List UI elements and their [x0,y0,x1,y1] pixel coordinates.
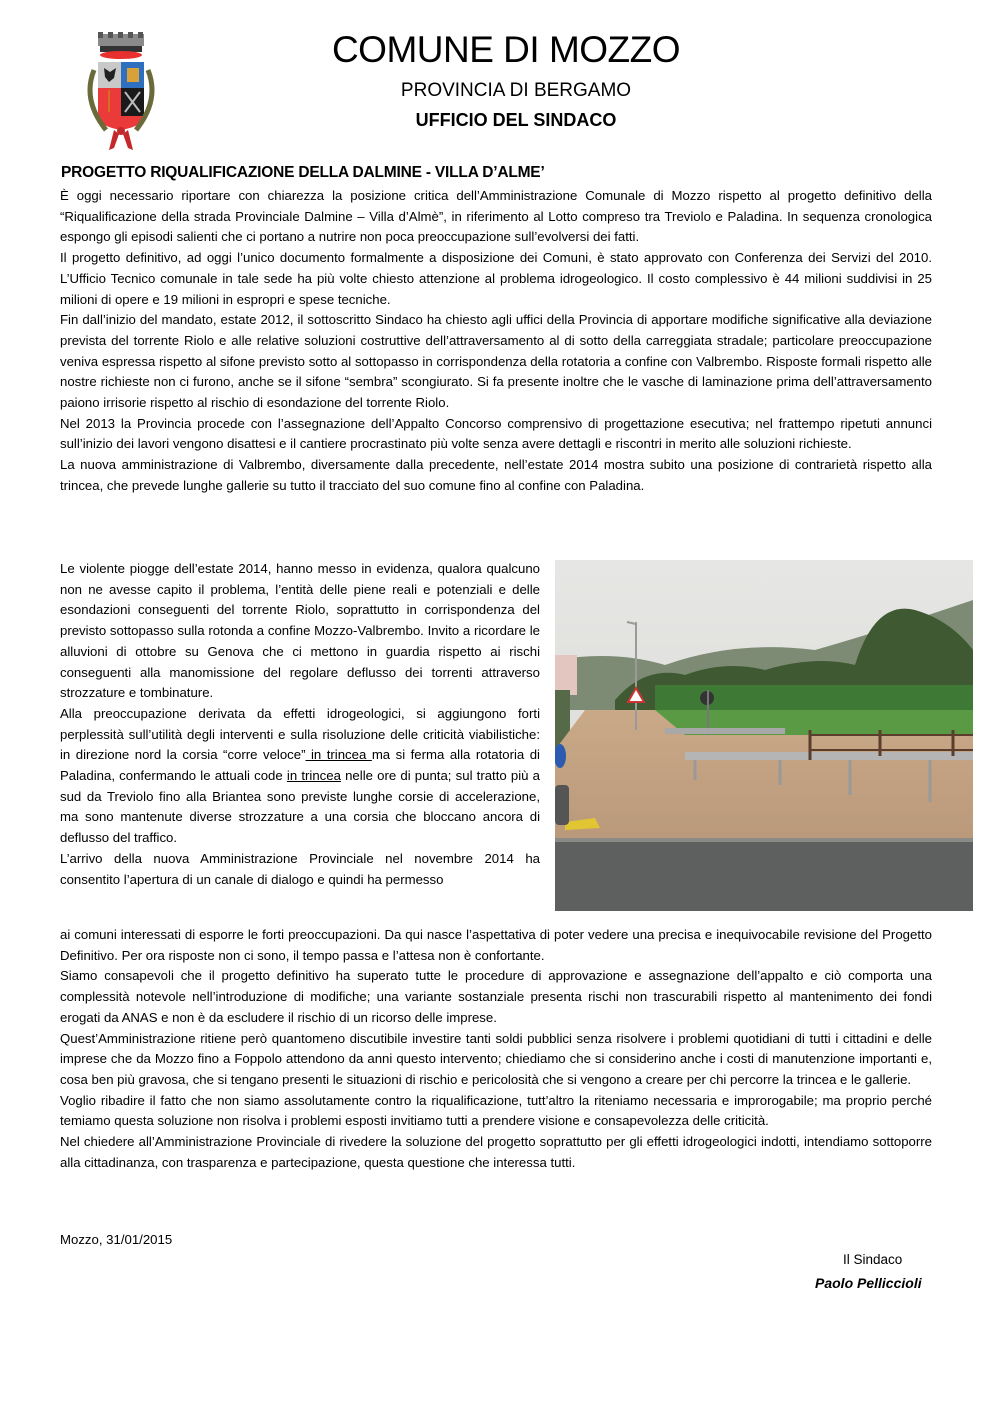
signature-name: Paolo Pelliccioli [815,1275,922,1291]
paragraph: ai comuni interessati di esporre le forti preoccupazioni. Da qui nasce l’aspettativa di poter vedere una precisa e inequivocabile revisione del Progetto Definitivo. Per ora risposte non ci sono, il tempo passa e l’attesa non è confortante. [60,927,932,963]
document-body-bottom [60,925,932,1173]
paragraph: Siamo consapevoli che il progetto definitivo ha superato tutte le procedure di approvazione e assegnazione dell’appalto e ciò comporta una complessità notevole nell’introduzione di modifiche; una variante sostanziale presenta rischi non trascurabili rispetto al mantenimento dei fondi erogati da ANAS e non è da escludere il rischio di un ricorso delle imprese. [60,968,932,1025]
underlined-text: in trincea [286,768,341,784]
text-span: nelle ore di punta; sul tratto più a sud da Treviolo fino alla Briantea sono previste lunghe corsie di accelerazione, ma sono mantenute diverse strozzature a una corsia che bloccano ancora di deflusso del traffico. [60,768,540,846]
document-title: PROGETTO RIQUALIFICAZIONE DELLA DALMINE - VILLA D’ALME’ [61,164,545,181]
text-span: Alla preoccupazione derivata da effetti idrogeologici, si aggiungono forti perplessità sull’utilità degli interventi e sulla risoluzione delle criticità viabilistiche: in direzione nord la corsia “corre veloce” [60,705,540,763]
municipality-title: COMUNE DI MOZZO [331,29,681,70]
document-body-top [60,186,932,497]
paragraph: È oggi necessario riportare con chiarezza la posizione critica dell’Amministrazione Comunale di Mozzo rispetto al progetto definitivo della “Riqualificazione della strada Provinciale Dalmine – Villa d’Almè”, in riferimento al Lotto compreso tra Treviolo e Paladina. In sequenza cronologica espongo gli episodi salienti che ci portano a nutrire non poca preoccupazione sull’evolversi dei fatti. [60,188,932,245]
flooded-road-photo [555,560,973,911]
paragraph: Nel chiedere all’Amministrazione Provinciale di rivedere la soluzione del progetto soprattutto per gli effetti idrogeologici indotti, intendiamo sottoporre alla cittadinanza, con trasparenza e partecipazione, questa questione che interessa tutti. [60,1134,932,1170]
paragraph: Voglio ribadire il fatto che non siamo assolutamente contro la riqualificazione, tutt’altro la riteniamo necessaria e improrogabile; ma proprio perché temiamo questa soluzione non risolva i problemi esposti invitiamo tutti a prendere visione e consapevolezza delle criticità. [60,1092,932,1129]
paragraph: La nuova amministrazione di Valbrembo, diversamente dalla precedente, nell’estate 2014 mostra subito una posizione di contrarietà rispetto alla trincea, che prevede lunghe gallerie su tutto il tracciato del suo comune fino al confine con Paladina. [60,457,932,493]
paragraph: L’arrivo della nuova Amministrazione Provinciale nel novembre 2014 ha consentito l’apertura di un canale di dialogo e quindi ha permesso [60,850,540,887]
paragraph: Le violente piogge dell’estate 2014, hanno messo in evidenza, qualora qualcuno non ne avesse capito il problema, l’entità delle piene reali e potenziali e delle esondazioni conseguenti del torrente Riolo, soprattutto in corrispondenza del previsto sottopasso sulla rotonda a confine Mozzo-Valbrembo. Invito a ricordare le alluvioni di ottobre su Genova che ci mettono in guardia rispetto ai rischi conseguenti alla manomissione del regolare deflusso dei torrenti attraverso strozzature e tombinature. [60,561,540,701]
text-span: ma si ferma alla rotatoria di Paladina, confermando le attuali code [60,747,540,784]
signature-role: Il Sindaco [843,1252,903,1267]
office-subtitle: UFFICIO DEL SINDACO [415,110,617,130]
paragraph [60,704,540,849]
paragraph: Nel 2013 la Provincia procede con l’assegnazione dell’Appalto Concorso comprensivo di progettazione esecutiva; nel frattempo ripetuti annunci sull’inizio dei lavori vengono disattesi e il cantiere procrastinato più volte senza avere dettagli e riscontri in merito alle soluzioni richieste. [60,415,932,452]
paragraph: Fin dall’inizio del mandato, estate 2012, il sottoscritto Sindaco ha chiesto agli uffici della Provincia di apportare modifiche significative alla deviazione prevista del torrente Riolo e alle relative soluzioni costruttive dell’attraversamento al di sotto della carreggiata stradale; particolare preoccupazione veniva espressa rispetto al sifone previsto sotto al sottopasso in corrispondenza della rotatoria a confine con Valbrembo. Risposte formali rispetto alle nostre richieste non ci furono, anche se il sifone “sembra” scongiurato. Si fa presente inoltre che le vasche di laminazione prima dell’attraversamento paiono irrisorie rispetto al rischio di esondazione del torrente Riolo. [60,312,932,411]
document-body-wrapped [60,559,540,890]
underlined-text: in trincea [305,747,372,763]
document-date: Mozzo, 31/01/2015 [60,1232,173,1247]
paragraph: Il progetto definitivo, ad oggi l’unico documento formalmente a disposizione dei Comuni, è stato approvato con Conferenza dei Servizi del 2010. L’Ufficio Tecnico comunale in tale sede ha più volte chiesto attenzione al problema idrogeologico. Il costo complessivo è 44 milioni suddivisi in 25 milioni di opere e 19 milioni in espropri e spese tecniche. [60,250,932,307]
paragraph: Quest’Amministrazione ritiene però quantomeno discutibile investire tanti soldi pubblici senza risolvere i problemi quotidiani di tutti i cittadini e delle imprese che da Mozzo fino a Foppolo attendono da anni questo intervento; chiediamo che si considerino anche i costi di manutenzione importanti e, cosa ben più gravosa, che si tengano presenti le situazioni di rischio e pericolosità che si vengono a creare per chi percorre la trincea e le gallerie. [60,1030,932,1087]
province-subtitle: PROVINCIA DI BERGAMO [400,80,632,101]
